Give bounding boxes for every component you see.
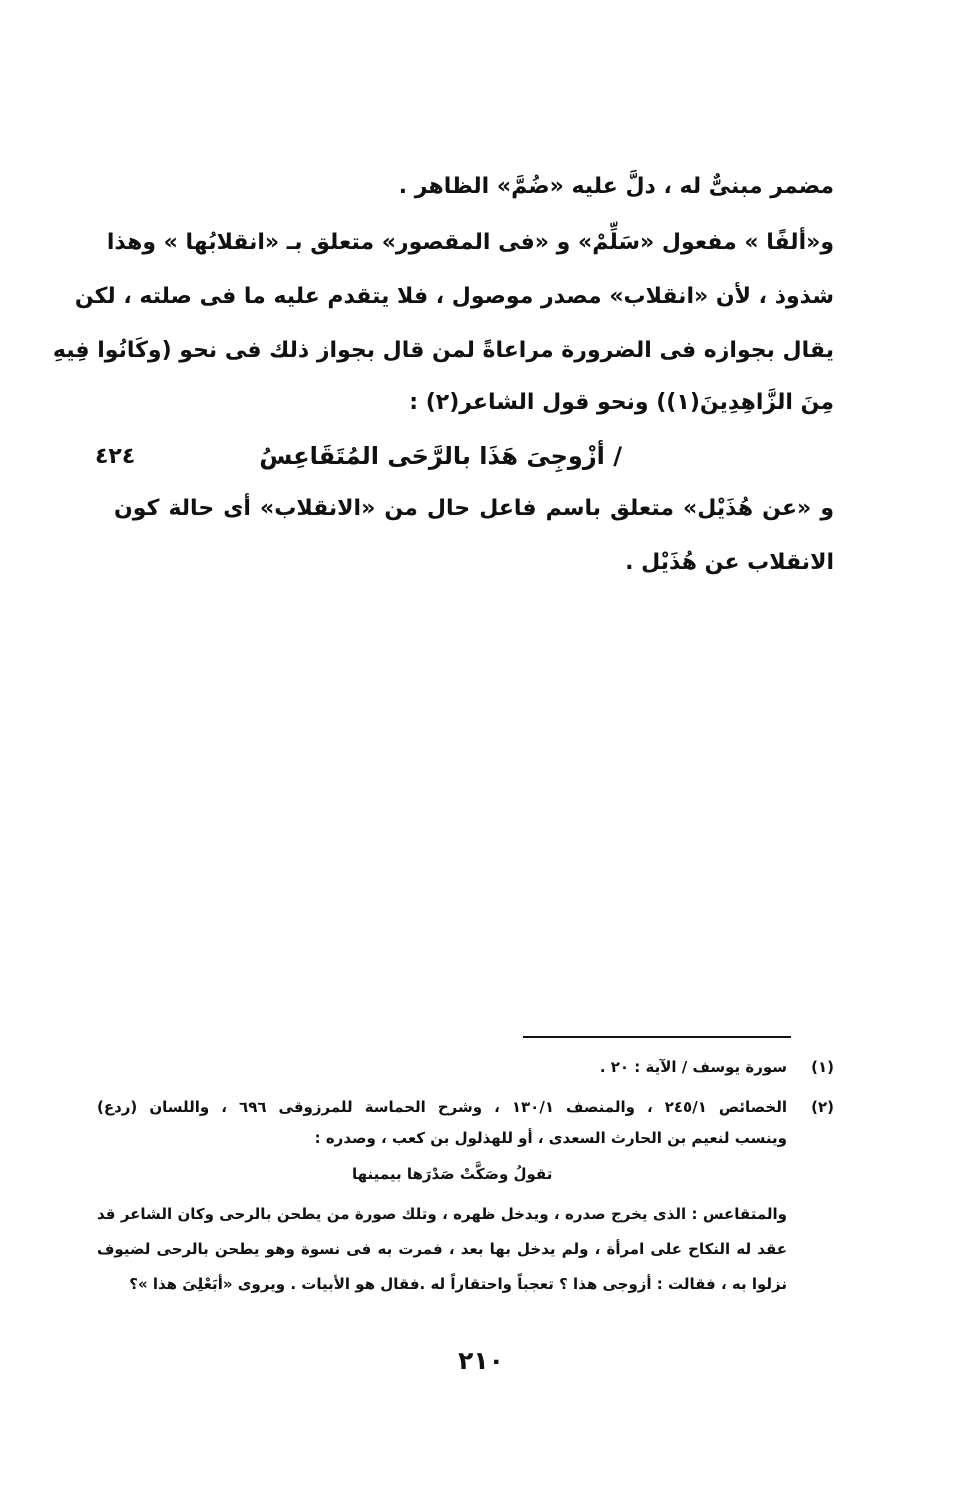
body-line-6: و «عن هُذَيْل» متعلق باسم فاعل حال من «الانقلاب» أى حالة كون: [114, 496, 834, 521]
body-line-7: الانقلاب عن هُذَيْل .: [625, 550, 834, 575]
body-line-2: و«ألفًا » مفعول «سَلِّمْ» و «فى المقصور» متعلق بـ «انقلابُها » وهذا: [106, 230, 834, 255]
footnote-separator: [523, 1036, 791, 1038]
poetry-verse: / أزْوجِىَ هَذَا بالرَّحَى المُتَقَاعِسُ: [259, 442, 622, 470]
body-line-5: مِنَ الزَّاهِدِينَ(١)) ونحو قول الشاعر(٢) :: [409, 390, 834, 415]
footnote-1-line-1: سورة يوسف / الآية : ٢٠ .: [599, 1058, 787, 1076]
footnote-2-poem-line: تقولُ وصَكَّتْ صَدْرَها بيمينها: [352, 1165, 553, 1183]
body-line-1: مضمر مبنىٌّ له ، دلَّ عليه «ضُمَّ» الظاهر .: [398, 174, 834, 199]
footnote-2-line-5: عقد له النكاح على امرأة ، ولم يدخل بها بعد ، فمرت به فى نسوة وهو يطحن بالرحى لضيوف: [97, 1240, 787, 1258]
footnote-2-line-4: والمتقاعس : الذى يخرج صدره ، ويدخل ظهره ، وتلك صورة من يطحن بالرحى وكان الشاعر قد: [97, 1205, 787, 1223]
body-line-3: شذوذ ، لأن «انقلاب» مصدر موصول ، فلا يتقدم عليه ما فى صلته ، لكن: [74, 284, 834, 309]
footnote-2-line-2: وينسب لنعيم بن الحارث السعدى ، أو للهذلول بن كعب ، وصدره :: [314, 1129, 787, 1147]
footnote-2-line-6: نزلوا به ، فقالت : أزوجى هذا ؟ تعجباً واحتقاراً له .فقال هو الأبيات . ويروى «أبَعْلِىَ هذا »؟: [129, 1275, 787, 1293]
body-line-4: يقال بجوازه فى الضرورة مراعاةً لمن قال بجواز ذلك فى نحو (وكَانُوا فِيهِ: [52, 338, 834, 363]
footnote-2-line-1: الخصائص ٢٤٥/١ ، والمنصف ١٣٠/١ ، وشرح الحماسة للمرزوقى ٦٩٦ ، واللسان (ردع): [97, 1098, 787, 1116]
footnote-2-number: (٢): [811, 1098, 834, 1116]
verse-number: ٤٢٤: [95, 444, 136, 469]
footnote-1-number: (١): [811, 1058, 834, 1076]
page-number: ٢١٠: [458, 1346, 504, 1375]
